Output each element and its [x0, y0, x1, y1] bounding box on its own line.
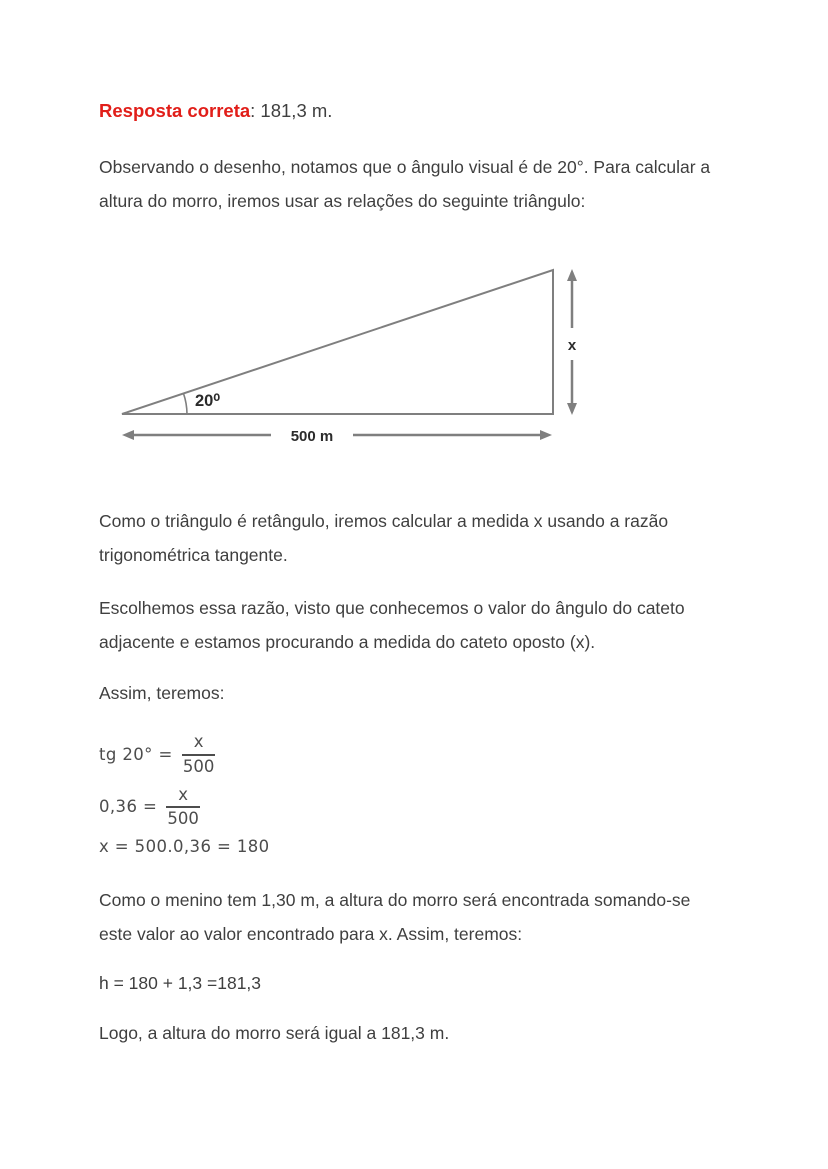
- fraction: [166, 785, 200, 830]
- text-line: adjacente e estamos procurando a medida do cateto oposto (x).: [99, 632, 596, 652]
- text-line: Escolhemos essa razão, visto que conhecemos o valor do ângulo do cateto: [99, 598, 685, 618]
- fraction-numerator: x: [166, 785, 200, 809]
- formula-result: [99, 837, 738, 856]
- fraction-denominator: 500: [167, 809, 199, 829]
- paragraph-boy-height: [99, 883, 738, 951]
- height-label: x: [567, 337, 577, 354]
- text-line: trigonométrica tangente.: [99, 545, 288, 565]
- formula-lhs: tg 20° =: [99, 744, 173, 764]
- formula-text: x = 500.0,36 = 180: [99, 837, 270, 857]
- base-label: 500 m: [290, 428, 334, 445]
- angle-arc: [184, 394, 188, 415]
- text-line: altura do morro, iremos usar as relações do seguinte triângulo:: [99, 191, 586, 211]
- fraction-denominator: 500: [182, 756, 215, 776]
- text-line: Observando o desenho, notamos que o ângulo visual é de 20°. Para calcular a: [99, 157, 711, 177]
- text-line: este valor ao valor encontrado para x. Assim, teremos:: [99, 924, 523, 945]
- text-line: Logo, a altura do morro será igual a 181,3 m.: [99, 1023, 450, 1044]
- formula-tangent: [99, 732, 738, 777]
- paragraph-intro: [99, 150, 738, 218]
- text-line: Como o menino tem 1,30 m, a altura do morro será encontrada somando-se: [99, 890, 691, 911]
- fraction-numerator: x: [182, 732, 216, 756]
- answer-value: : 181,3 m.: [250, 100, 333, 121]
- text-line: Assim, teremos:: [99, 683, 225, 703]
- paragraph-thus: [99, 676, 738, 710]
- angle-label: 20⁰: [195, 392, 220, 410]
- text-line: h = 180 + 1,3 =181,3: [99, 973, 262, 994]
- formula-lhs: 0,36 =: [99, 797, 158, 817]
- triangle-diagram: [99, 258, 599, 458]
- paragraph-conclusion: [99, 1016, 738, 1050]
- paragraph-reason: [99, 591, 738, 659]
- answer-label: Resposta correta: [99, 100, 251, 121]
- paragraph-height-equation: [99, 966, 738, 1000]
- fraction: [182, 732, 216, 777]
- formula-value: [99, 785, 738, 830]
- answer-line: [99, 100, 738, 122]
- paragraph-tangent: [99, 504, 738, 572]
- formula-block: [99, 732, 738, 856]
- text-line: Como o triângulo é retângulo, iremos calcular a medida x usando a razão: [99, 511, 669, 531]
- base-arrow: [122, 430, 552, 440]
- triangle-outline: [122, 270, 553, 414]
